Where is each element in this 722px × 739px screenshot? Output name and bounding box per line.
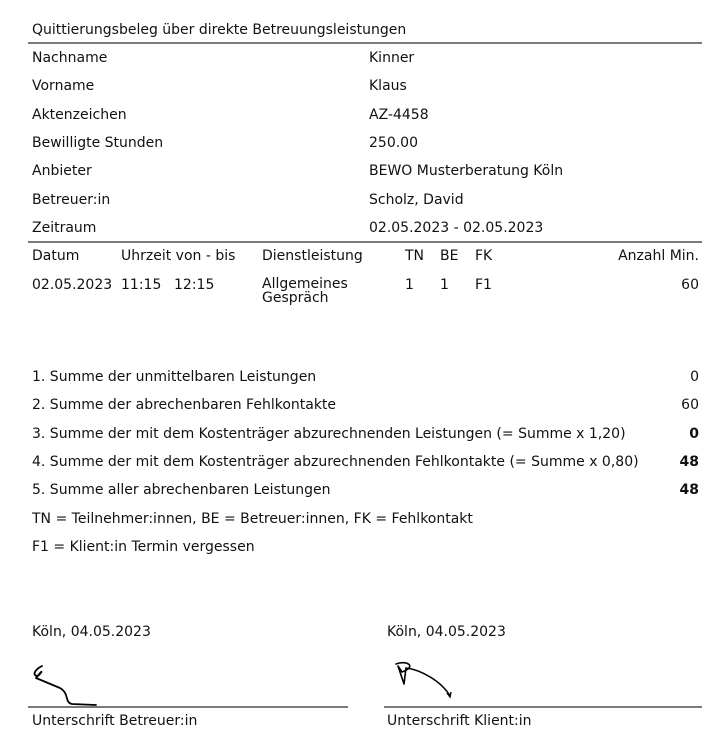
- signature-left-place-date: Köln, 04.05.2023: [32, 624, 151, 640]
- sum-value-1: 0: [690, 369, 699, 385]
- signature-klient-icon: [392, 658, 472, 708]
- col-header-datum: Datum: [32, 248, 80, 264]
- field-value-vorname: Klaus: [369, 78, 407, 94]
- sum-label-3: 3. Summe der mit dem Kostenträger abzurechnenden Leistungen (= Summe x 1,20): [32, 426, 626, 442]
- signature-right-line: [384, 706, 702, 708]
- field-label-bewilligte-stunden: Bewilligte Stunden: [32, 135, 164, 151]
- cell-dienstleistung-line2: Gespräch: [262, 290, 329, 306]
- sum-label-2: 2. Summe der abrechenbaren Fehlkontakte: [32, 397, 337, 413]
- col-header-uhrzeit: Uhrzeit von - bis: [121, 248, 236, 264]
- cell-fk: F1: [475, 277, 492, 293]
- col-header-fk: FK: [475, 248, 493, 264]
- sum-value-3: 0: [689, 426, 699, 442]
- field-value-anbieter: BEWO Musterberatung Köln: [369, 163, 564, 179]
- sum-value-5: 48: [679, 482, 699, 498]
- document-title: Quittierungsbeleg über direkte Betreuungsleistungen: [32, 22, 407, 38]
- field-value-bewilligte-stunden: 250.00: [369, 135, 418, 151]
- cell-anzahl: 60: [681, 277, 699, 293]
- title-divider: [28, 42, 702, 44]
- fields-divider: [28, 241, 702, 243]
- signature-left-line: [28, 706, 348, 708]
- cell-bis: 12:15: [174, 277, 215, 293]
- field-label-vorname: Vorname: [32, 78, 95, 94]
- field-value-aktenzeichen: AZ-4458: [369, 107, 429, 123]
- signature-right-caption: Unterschrift Klient:in: [387, 713, 532, 729]
- col-header-dienstleistung: Dienstleistung: [262, 248, 363, 264]
- field-value-betreuer: Scholz, David: [369, 192, 464, 208]
- col-header-anzahl: Anzahl Min.: [618, 248, 699, 264]
- sum-value-2: 60: [681, 397, 699, 413]
- field-label-nachname: Nachname: [32, 50, 108, 66]
- cell-datum: 02.05.2023: [32, 277, 113, 293]
- sum-label-5: 5. Summe aller abrechenbaren Leistungen: [32, 482, 331, 498]
- legend-fk-codes: F1 = Klient:in Termin vergessen: [32, 539, 255, 555]
- cell-tn: 1: [405, 277, 414, 293]
- field-label-aktenzeichen: Aktenzeichen: [32, 107, 127, 123]
- sum-value-4: 48: [679, 454, 699, 470]
- sum-label-4: 4. Summe der mit dem Kostenträger abzurechnenden Fehlkontakte (= Summe x 0,80): [32, 454, 639, 470]
- col-header-tn: TN: [405, 248, 425, 264]
- field-label-betreuer: Betreuer:in: [32, 192, 111, 208]
- signature-betreuer-icon: [30, 658, 110, 708]
- legend-abbreviations: TN = Teilnehmer:innen, BE = Betreuer:innen, FK = Fehlkontakt: [32, 511, 473, 527]
- signature-left-caption: Unterschrift Betreuer:in: [32, 713, 198, 729]
- field-label-anbieter: Anbieter: [32, 163, 92, 179]
- signature-right-place-date: Köln, 04.05.2023: [387, 624, 506, 640]
- sum-label-1: 1. Summe der unmittelbaren Leistungen: [32, 369, 317, 385]
- field-label-zeitraum: Zeitraum: [32, 220, 97, 236]
- col-header-be: BE: [440, 248, 459, 264]
- field-value-nachname: Kinner: [369, 50, 415, 66]
- cell-dienstleistung-line1: Allgemeines: [262, 276, 348, 292]
- cell-be: 1: [440, 277, 449, 293]
- cell-von: 11:15: [121, 277, 162, 293]
- field-value-zeitraum: 02.05.2023 - 02.05.2023: [369, 220, 544, 236]
